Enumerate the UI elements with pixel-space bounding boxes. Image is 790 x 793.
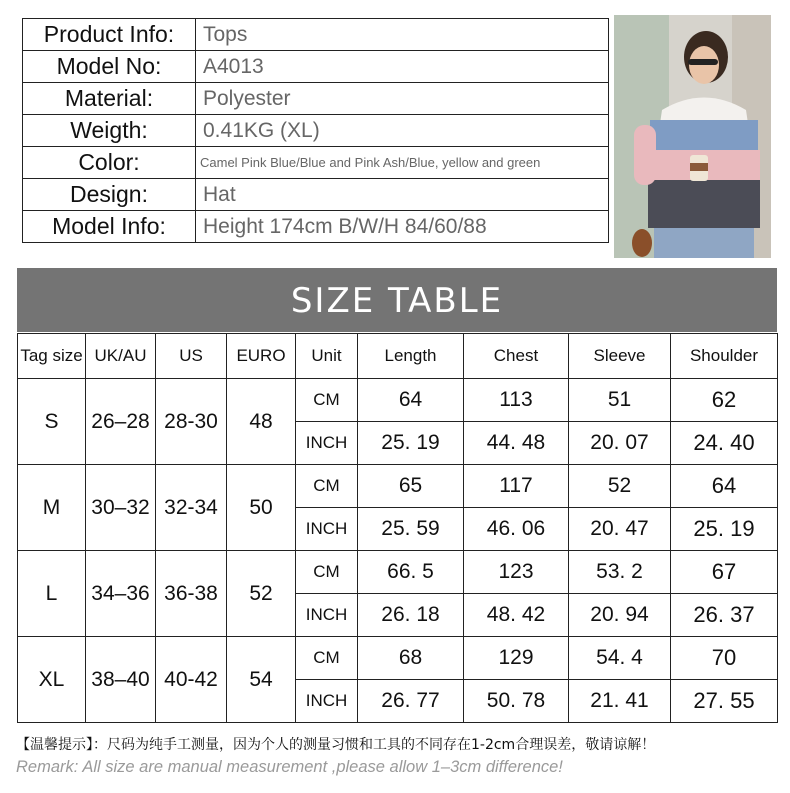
info-value: Height 174cm B/W/H 84/60/88 xyxy=(196,211,609,243)
column-header: Sleeve xyxy=(569,334,671,379)
unit-cell: CM xyxy=(296,551,358,594)
info-row-material xyxy=(23,83,609,115)
column-header: Unit xyxy=(296,334,358,379)
info-row-weight xyxy=(23,115,609,147)
us-cell: 40-42 xyxy=(156,637,227,723)
column-header: Length xyxy=(358,334,464,379)
euro-cell: 52 xyxy=(227,551,296,637)
info-row-design xyxy=(23,179,609,211)
chest-cell: 50. 78 xyxy=(464,680,569,723)
chest-cell: 113 xyxy=(464,379,569,422)
info-label: Model No: xyxy=(23,51,196,83)
info-row-product xyxy=(23,19,609,51)
chest-cell: 129 xyxy=(464,637,569,680)
remark-chinese: 【温馨提示】：尺码为纯手工测量，因为个人的测量习惯和工具的不同存在1-2cm合理误差，敬请谅解！ xyxy=(16,737,656,753)
euro-cell: 54 xyxy=(227,637,296,723)
unit-cell: CM xyxy=(296,379,358,422)
us-cell: 32-34 xyxy=(156,465,227,551)
sleeve-cell: 53. 2 xyxy=(569,551,671,594)
chest-cell: 46. 06 xyxy=(464,508,569,551)
info-row-color xyxy=(23,147,609,179)
unit-cell: INCH xyxy=(296,594,358,637)
uk-au-cell: 38–40 xyxy=(86,637,156,723)
info-value: 0.41KG (XL) xyxy=(196,115,609,147)
chest-cell: 123 xyxy=(464,551,569,594)
length-cell: 65 xyxy=(358,465,464,508)
length-cell: 26. 18 xyxy=(358,594,464,637)
us-cell: 28-30 xyxy=(156,379,227,465)
column-header: Tag size xyxy=(18,334,86,379)
length-cell: 68 xyxy=(358,637,464,680)
info-value: Polyester xyxy=(196,83,609,115)
unit-cell: INCH xyxy=(296,422,358,465)
length-cell: 64 xyxy=(358,379,464,422)
shoulder-cell: 24. 40 xyxy=(671,422,778,465)
unit-cell: CM xyxy=(296,637,358,680)
uk-au-cell: 30–32 xyxy=(86,465,156,551)
shoulder-cell: 27. 55 xyxy=(671,680,778,723)
tag-size-cell: XL xyxy=(18,637,86,723)
sleeve-cell: 20. 07 xyxy=(569,422,671,465)
info-value: Hat xyxy=(196,179,609,211)
uk-au-cell: 34–36 xyxy=(86,551,156,637)
info-label: Color: xyxy=(23,147,196,179)
sleeve-cell: 51 xyxy=(569,379,671,422)
sleeve-cell: 52 xyxy=(569,465,671,508)
column-header: EURO xyxy=(227,334,296,379)
unit-cell: INCH xyxy=(296,508,358,551)
size-table-title: SIZE TABLE xyxy=(17,268,777,332)
euro-cell: 50 xyxy=(227,465,296,551)
chest-cell: 44. 48 xyxy=(464,422,569,465)
shoulder-cell: 25. 19 xyxy=(671,508,778,551)
table-row xyxy=(18,637,778,680)
shoulder-cell: 67 xyxy=(671,551,778,594)
info-label: Material: xyxy=(23,83,196,115)
table-row xyxy=(18,465,778,508)
column-header: Chest xyxy=(464,334,569,379)
model-photo-illustration xyxy=(614,15,771,258)
length-cell: 25. 59 xyxy=(358,508,464,551)
column-header: UK/AU xyxy=(86,334,156,379)
sleeve-cell: 21. 41 xyxy=(569,680,671,723)
length-cell: 26. 77 xyxy=(358,680,464,723)
model-photo xyxy=(614,15,771,258)
unit-cell: INCH xyxy=(296,680,358,723)
info-label: Weigth: xyxy=(23,115,196,147)
info-row-model-info xyxy=(23,211,609,243)
column-header: Shoulder xyxy=(671,334,778,379)
size-table-header-row xyxy=(18,334,778,379)
shoulder-cell: 64 xyxy=(671,465,778,508)
size-table xyxy=(17,333,778,723)
sleeve-cell: 20. 47 xyxy=(569,508,671,551)
tag-size-cell: L xyxy=(18,551,86,637)
shoulder-cell: 26. 37 xyxy=(671,594,778,637)
length-cell: 25. 19 xyxy=(358,422,464,465)
sleeve-cell: 54. 4 xyxy=(569,637,671,680)
info-label: Design: xyxy=(23,179,196,211)
info-value: Camel Pink Blue/Blue and Pink Ash/Blue, yellow and green xyxy=(196,147,609,179)
chest-cell: 117 xyxy=(464,465,569,508)
info-label: Model Info: xyxy=(23,211,196,243)
tag-size-cell: S xyxy=(18,379,86,465)
euro-cell: 48 xyxy=(227,379,296,465)
column-header: US xyxy=(156,334,227,379)
us-cell: 36-38 xyxy=(156,551,227,637)
tag-size-cell: M xyxy=(18,465,86,551)
info-row-model-no xyxy=(23,51,609,83)
chest-cell: 48. 42 xyxy=(464,594,569,637)
info-value: A4013 xyxy=(196,51,609,83)
info-label: Product Info: xyxy=(23,19,196,51)
unit-cell: CM xyxy=(296,465,358,508)
info-value: Tops xyxy=(196,19,609,51)
shoulder-cell: 70 xyxy=(671,637,778,680)
uk-au-cell: 26–28 xyxy=(86,379,156,465)
remark-english: Remark: All size are manual measurement ,please allow 1–3cm difference! xyxy=(16,758,563,776)
shoulder-cell: 62 xyxy=(671,379,778,422)
table-row xyxy=(18,379,778,422)
table-row xyxy=(18,551,778,594)
length-cell: 66. 5 xyxy=(358,551,464,594)
product-info-table xyxy=(22,18,609,243)
sleeve-cell: 20. 94 xyxy=(569,594,671,637)
